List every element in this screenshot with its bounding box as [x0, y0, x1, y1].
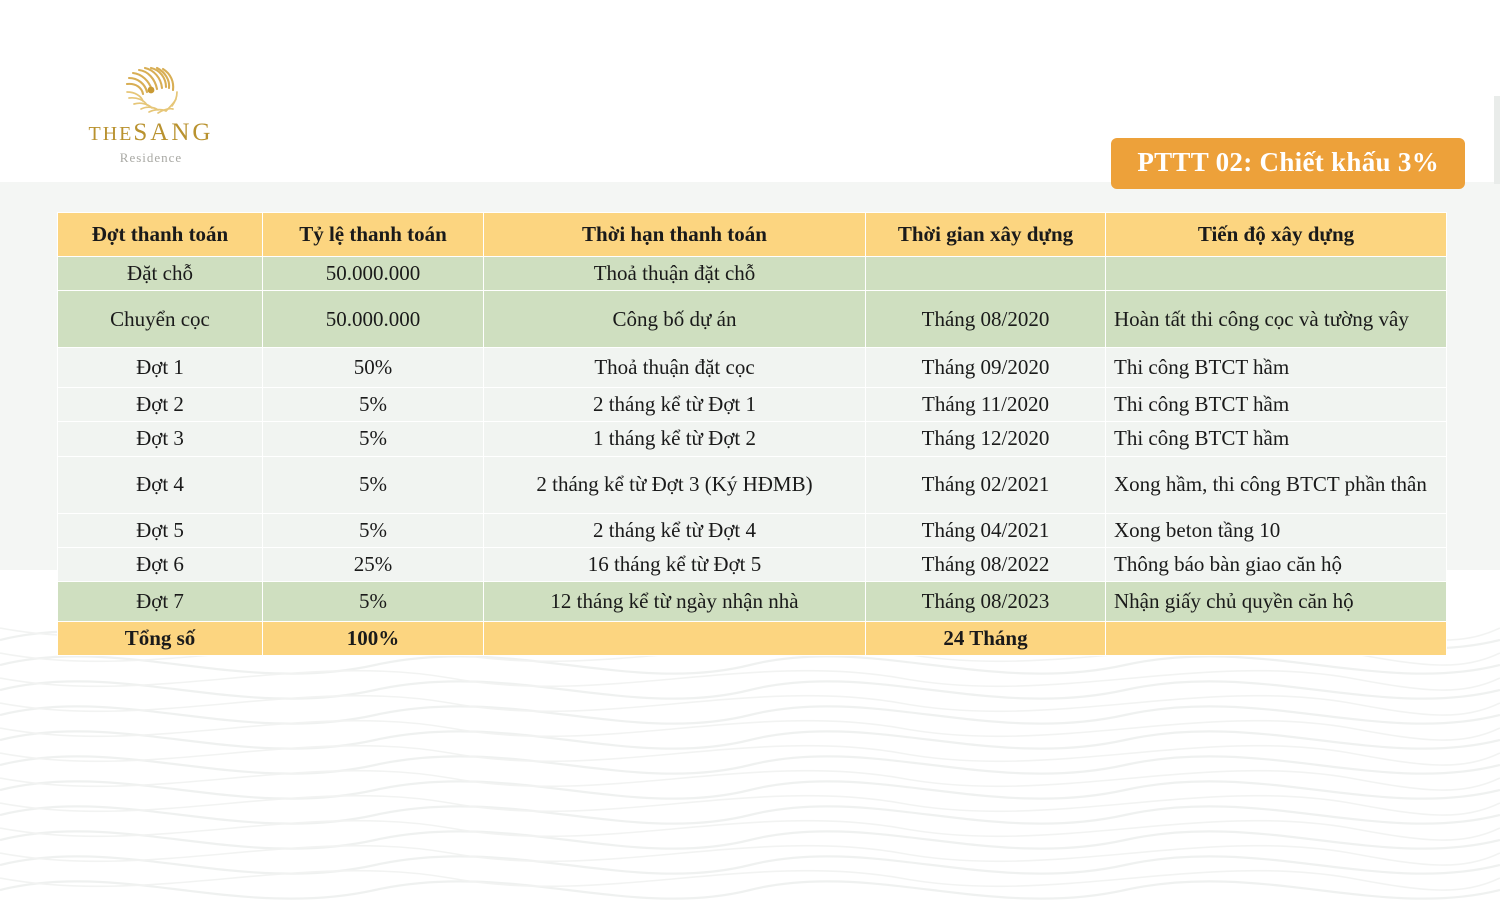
cell-construction-progress	[1106, 257, 1447, 291]
brand-name	[36, 120, 266, 145]
table-row	[58, 291, 1447, 348]
cell-deadline: 12 tháng kể từ ngày nhận nhà	[484, 581, 866, 621]
table-row	[58, 581, 1447, 621]
table-header-row	[58, 213, 1447, 257]
table-row	[58, 422, 1447, 456]
cell-construction-time: Tháng 08/2023	[866, 581, 1106, 621]
table-row	[58, 456, 1447, 513]
cell-deadline: 16 tháng kể từ Đợt 5	[484, 547, 866, 581]
cell-deadline: Công bố dự án	[484, 291, 866, 348]
cell-rate: 50.000.000	[263, 291, 484, 348]
column-header-rate: Tỷ lệ thanh toán	[263, 213, 484, 257]
brand-name-the: THE	[88, 123, 134, 145]
column-header-deadline: Thời hạn thanh toán	[484, 213, 866, 257]
cell-construction-time	[866, 257, 1106, 291]
cell-construction-time: Tháng 02/2021	[866, 456, 1106, 513]
cell-construction-progress: Xong hầm, thi công BTCT phần thân	[1106, 456, 1447, 513]
table-row	[58, 547, 1447, 581]
cell-installment: Chuyển cọc	[58, 291, 263, 348]
cell-construction-time: Tháng 08/2020	[866, 291, 1106, 348]
cell-rate: 5%	[263, 422, 484, 456]
cell-construction-progress: Hoàn tất thi công cọc và tường vây	[1106, 291, 1447, 348]
cell-construction-time: Tháng 11/2020	[866, 388, 1106, 422]
cell-construction-time: Tháng 08/2022	[866, 547, 1106, 581]
cell-construction-progress: Thông báo bàn giao căn hộ	[1106, 547, 1447, 581]
brand-name-main: SANG	[133, 119, 214, 146]
payment-schedule-table	[57, 212, 1446, 656]
cell-rate: 5%	[263, 581, 484, 621]
cell-rate: 50%	[263, 348, 484, 388]
right-edge-accent	[1494, 96, 1500, 184]
cell-installment: Đợt 6	[58, 547, 263, 581]
cell-total-construction-progress	[1106, 621, 1447, 655]
cell-installment: Đợt 3	[58, 422, 263, 456]
cell-construction-time: Tháng 12/2020	[866, 422, 1106, 456]
brand-logo	[36, 60, 266, 180]
decorative-wave-pattern	[0, 620, 1500, 900]
cell-construction-progress: Nhận giấy chủ quyền căn hộ	[1106, 581, 1447, 621]
cell-deadline: 2 tháng kể từ Đợt 1	[484, 388, 866, 422]
cell-installment: Đợt 7	[58, 581, 263, 621]
column-header-installment: Đợt thanh toán	[58, 213, 263, 257]
brand-subtitle: Residence	[119, 150, 183, 165]
cell-construction-progress: Thi công BTCT hầm	[1106, 422, 1447, 456]
cell-construction-time: Tháng 04/2021	[866, 513, 1106, 547]
cell-construction-progress: Thi công BTCT hầm	[1106, 388, 1447, 422]
table-row	[58, 257, 1447, 291]
cell-installment: Đợt 2	[58, 388, 263, 422]
cell-installment: Đặt chỗ	[58, 257, 263, 291]
table-row	[58, 388, 1447, 422]
cell-rate: 5%	[263, 388, 484, 422]
cell-construction-progress: Thi công BTCT hầm	[1106, 348, 1447, 388]
cell-rate: 5%	[263, 513, 484, 547]
cell-construction-progress: Xong beton tầng 10	[1106, 513, 1447, 547]
cell-total-construction-time: 24 Tháng	[866, 621, 1106, 655]
cell-deadline: 2 tháng kể từ Đợt 4	[484, 513, 866, 547]
cell-deadline: 2 tháng kể từ Đợt 3 (Ký HĐMB)	[484, 456, 866, 513]
cell-installment: Đợt 1	[58, 348, 263, 388]
table-row	[58, 513, 1447, 547]
cell-construction-time: Tháng 09/2020	[866, 348, 1106, 388]
column-header-construction-progress: Tiến độ xây dựng	[1106, 213, 1447, 257]
cell-total-label: Tổng số	[58, 621, 263, 655]
cell-total-rate: 100%	[263, 621, 484, 655]
slide-title-badge: PTTT 02: Chiết khấu 3%	[1111, 138, 1465, 189]
cell-rate: 50.000.000	[263, 257, 484, 291]
cell-deadline: Thoả thuận đặt cọc	[484, 348, 866, 388]
cell-rate: 25%	[263, 547, 484, 581]
cell-deadline: Thoả thuận đặt chỗ	[484, 257, 866, 291]
cell-installment: Đợt 4	[58, 456, 263, 513]
column-header-construction-time: Thời gian xây dựng	[866, 213, 1106, 257]
cell-deadline: 1 tháng kể từ Đợt 2	[484, 422, 866, 456]
cell-rate: 5%	[263, 456, 484, 513]
table-total-row	[58, 621, 1447, 655]
table-row	[58, 348, 1447, 388]
cell-total-deadline	[484, 621, 866, 655]
sunburst-shell-logo-icon	[116, 60, 186, 116]
cell-installment: Đợt 5	[58, 513, 263, 547]
